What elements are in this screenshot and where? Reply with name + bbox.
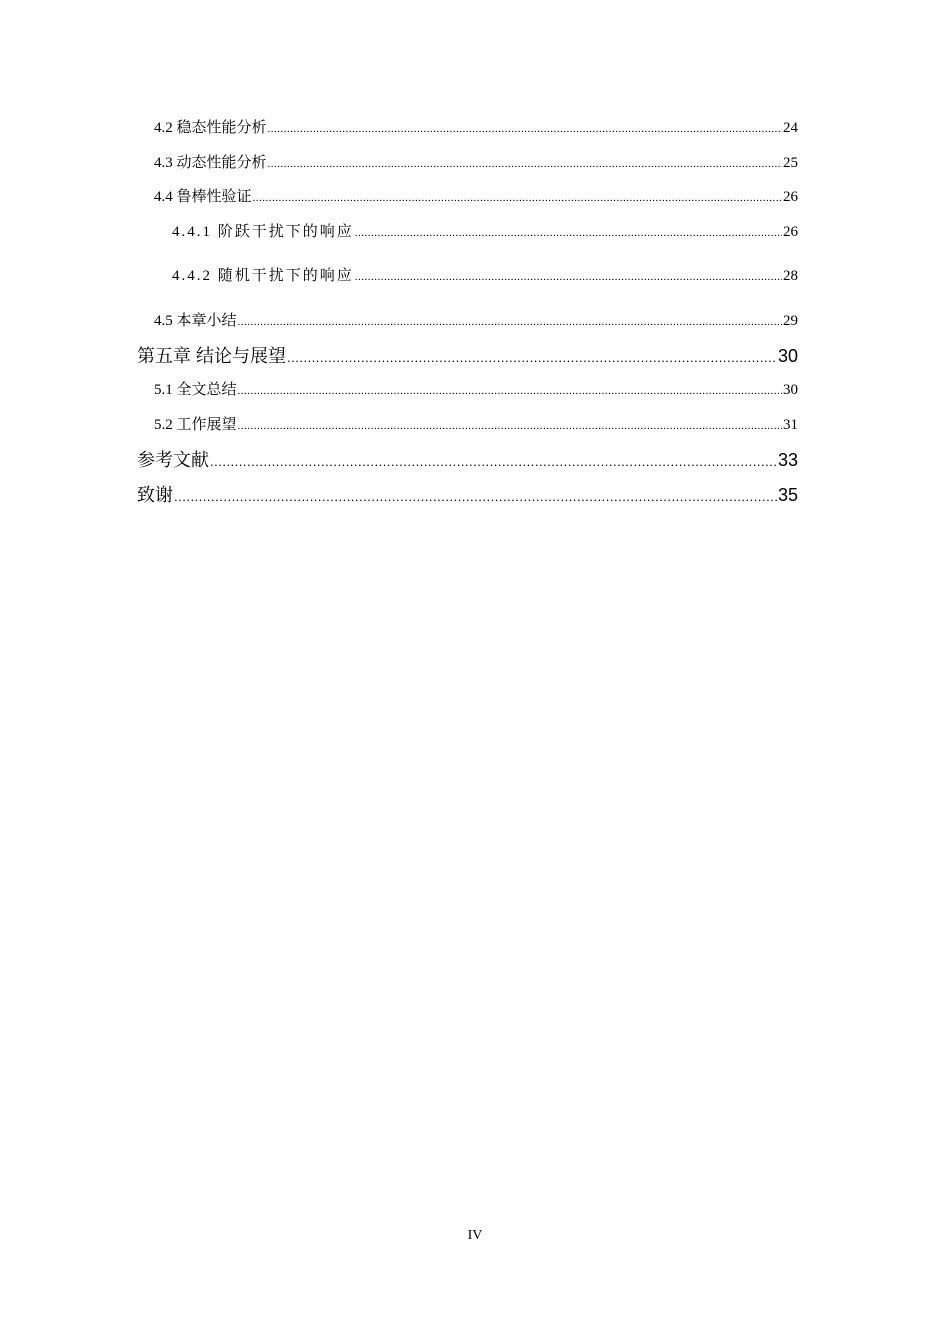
toc-entry-4-5[interactable] xyxy=(154,309,798,330)
toc-entry-references[interactable] xyxy=(137,446,798,472)
toc-entry-title: 5.2 工作展望 xyxy=(154,417,237,433)
toc-dot-leader xyxy=(268,123,782,135)
toc-entry-4-4-1[interactable] xyxy=(172,220,798,241)
toc-entry-title: 参考文献 xyxy=(137,450,209,470)
toc-entry-title: 4.5 本章小结 xyxy=(154,313,237,329)
toc-entry-4-3[interactable] xyxy=(154,151,798,172)
toc-dot-leader xyxy=(355,227,782,239)
toc-entry-page: 30 xyxy=(783,382,798,398)
toc-entry-5-2[interactable] xyxy=(154,413,798,434)
toc-dot-leader xyxy=(174,489,777,504)
toc-dot-leader xyxy=(210,454,777,469)
toc-entry-chapter-5[interactable] xyxy=(137,342,798,368)
toc-entry-page: 25 xyxy=(783,155,798,171)
toc-entry-title: 第五章 结论与展望 xyxy=(137,346,287,366)
toc-entry-title: 致谢 xyxy=(137,485,173,505)
toc-dot-leader xyxy=(238,420,782,432)
toc-entry-page: 28 xyxy=(783,268,798,284)
toc-dot-leader xyxy=(268,158,782,170)
toc-dot-leader xyxy=(355,271,782,283)
toc-entry-page: 24 xyxy=(783,120,798,136)
toc-entry-page: 35 xyxy=(777,485,798,505)
toc-entry-acknowledgements[interactable] xyxy=(137,481,798,507)
toc-dot-leader xyxy=(253,192,782,204)
toc-dot-leader xyxy=(287,350,777,365)
toc-entry-page: 29 xyxy=(783,313,798,329)
toc-entry-4-2[interactable] xyxy=(154,116,798,137)
toc-entry-title: 5.1 全文总结 xyxy=(154,382,237,398)
toc-entry-title: 4.4 鲁棒性验证 xyxy=(154,189,252,205)
toc-entry-4-4-2[interactable] xyxy=(172,264,798,285)
page-number: IV xyxy=(467,1228,483,1243)
toc-dot-leader xyxy=(238,316,782,328)
table-of-contents xyxy=(0,0,950,520)
toc-entry-5-1[interactable] xyxy=(154,378,798,399)
toc-entry-page: 33 xyxy=(777,450,798,470)
toc-entry-page: 26 xyxy=(783,224,798,240)
toc-entry-page: 30 xyxy=(777,346,798,366)
toc-entry-4-4[interactable] xyxy=(154,185,798,206)
toc-dot-leader xyxy=(238,385,782,397)
toc-entry-page: 31 xyxy=(783,417,798,433)
toc-entry-title: 4.4.1 阶跃干扰下的响应 xyxy=(172,224,354,240)
toc-entry-title: 4.4.2 随机干扰下的响应 xyxy=(172,268,354,284)
toc-entry-title: 4.3 动态性能分析 xyxy=(154,155,267,171)
toc-entry-page: 26 xyxy=(783,189,798,205)
toc-entry-title: 4.2 稳态性能分析 xyxy=(154,120,267,136)
